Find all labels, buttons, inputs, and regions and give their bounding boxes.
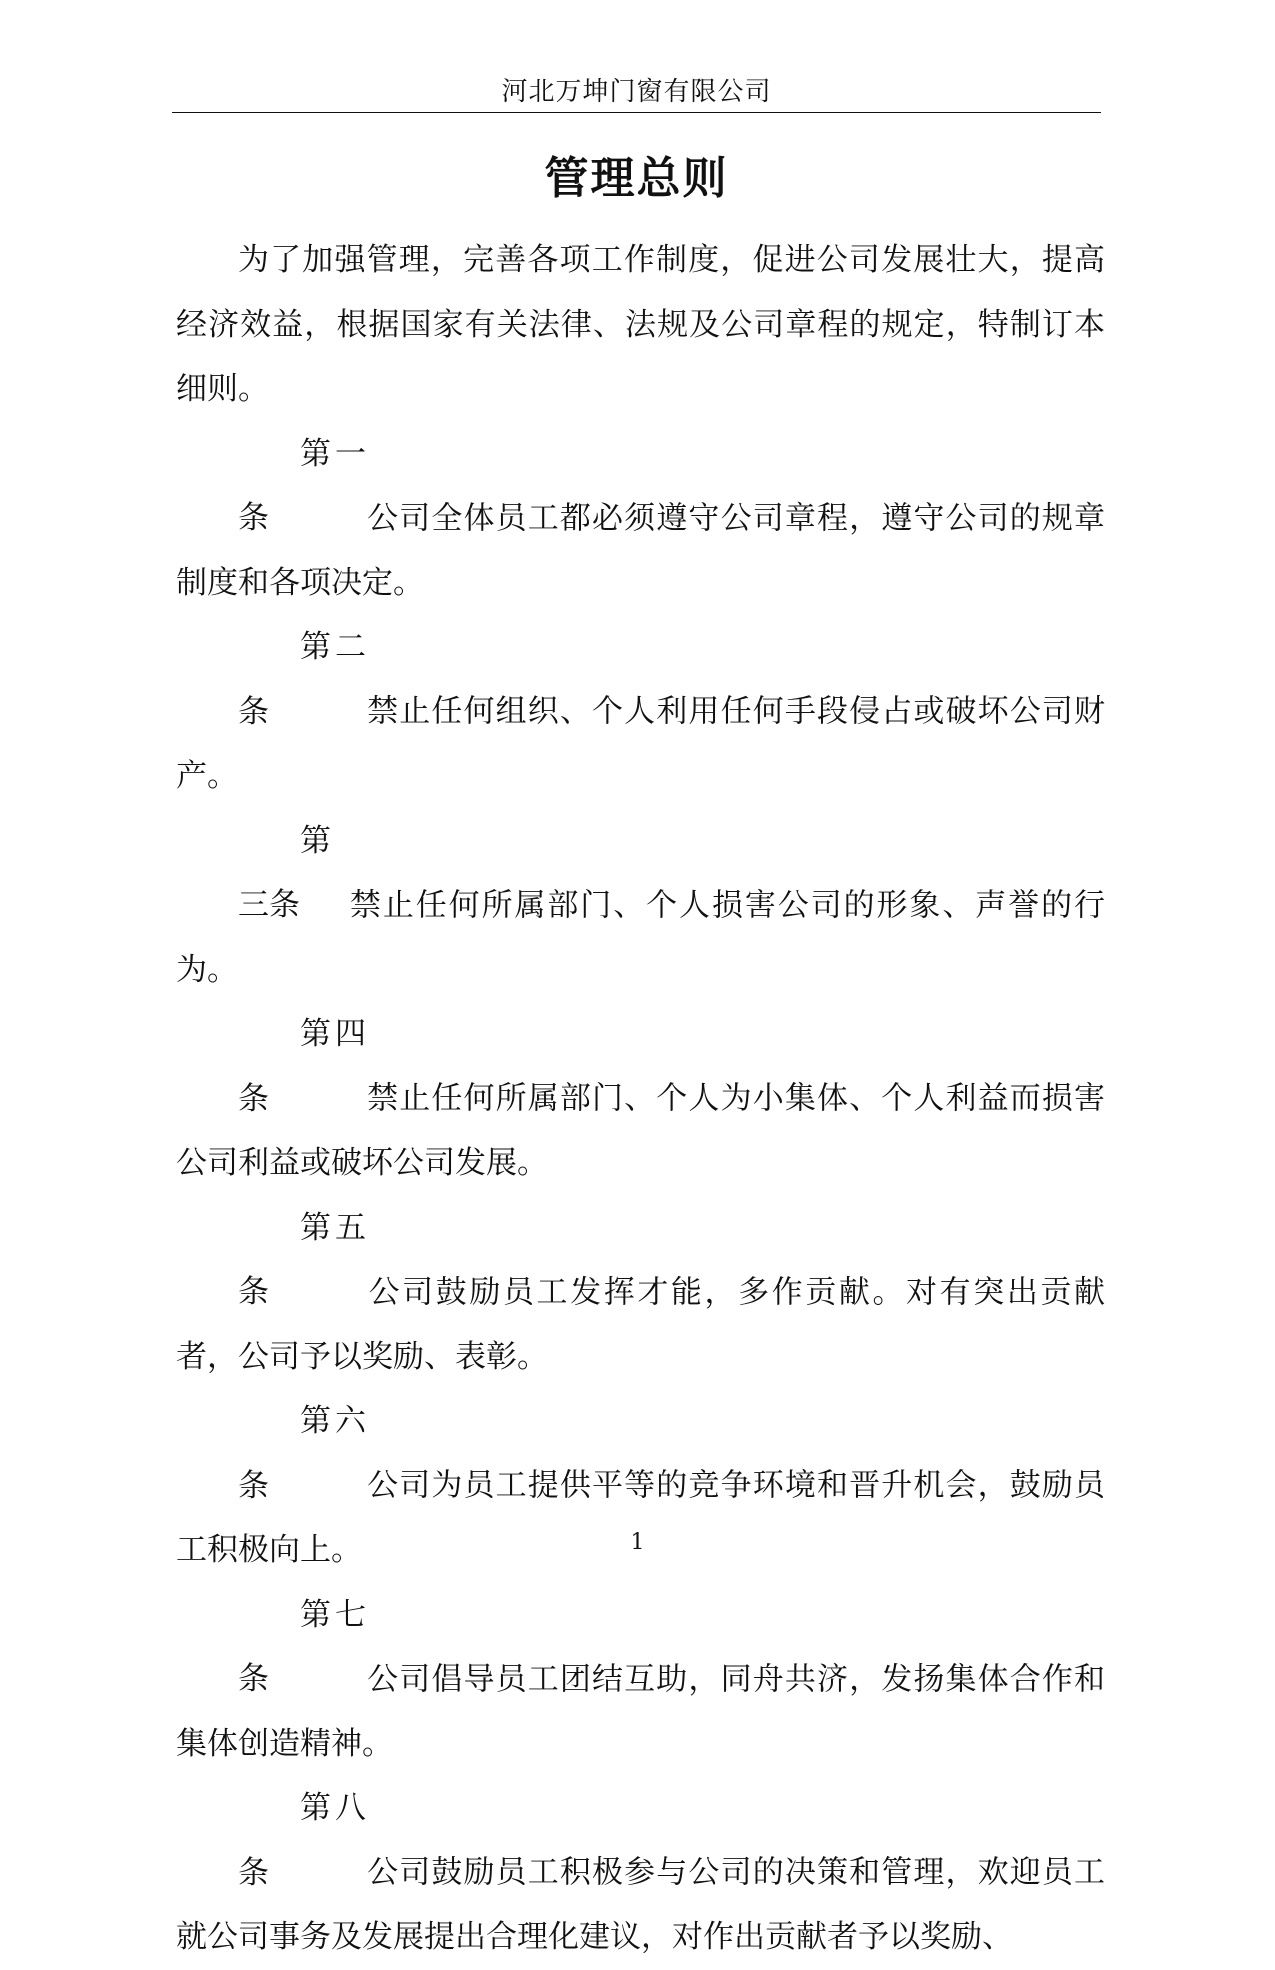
article-label: 第八条 — [238, 1790, 366, 1891]
header-divider — [172, 112, 1101, 113]
article-paragraph — [176, 1196, 1105, 1390]
article-text: 禁止任何所属部门、个人为小集体、个人利益而损害公司利益或破坏公司发展。 — [176, 1080, 1105, 1181]
article-text: 禁止任何组织、个人利用任何手段侵占或破坏公司财产。 — [176, 693, 1105, 794]
article-text: 公司全体员工都必须遵守公司章程，遵守公司的规章制度和各项决定。 — [176, 500, 1105, 601]
article-paragraph — [176, 1002, 1105, 1196]
article-label: 第七条 — [238, 1596, 366, 1697]
article-label: 第四条 — [238, 1016, 366, 1117]
article-paragraph — [176, 615, 1105, 809]
article-label: 第一条 — [238, 435, 366, 536]
article-label: 第六条 — [238, 1403, 366, 1504]
page-number: 1 — [630, 1530, 645, 1555]
article-paragraph — [176, 422, 1105, 616]
page-title: 管理总则 — [544, 153, 729, 204]
article-paragraph — [176, 1583, 1105, 1777]
document-body — [176, 228, 1105, 1970]
article-paragraph — [176, 809, 1105, 1003]
article-label: 第二条 — [238, 629, 366, 730]
running-header-company: 河北万坤门窗有限公司 — [501, 77, 772, 107]
preamble-paragraph: 为了加强管理，完善各项工作制度，促进公司发展壮大，提高经济效益，根据国家有关法律、法规及公司章程的规定，特制订本细则。 — [176, 242, 1105, 407]
article-label: 第三条 — [238, 822, 331, 923]
article-paragraph — [176, 1776, 1105, 1970]
article-text: 公司鼓励员工发挥才能，多作贡献。对有突出贡献者，公司予以奖励、表彰。 — [176, 1274, 1105, 1375]
article-text: 禁止任何所属部门、个人损害公司的形象、声誉的行为。 — [176, 887, 1105, 988]
article-label: 第五条 — [238, 1209, 366, 1310]
article-text: 公司为员工提供平等的竞争环境和晋升机会，鼓励员工积极向上。 — [176, 1467, 1105, 1568]
article-text: 公司倡导员工团结互助，同舟共济，发扬集体合作和集体创造精神。 — [176, 1661, 1105, 1762]
article-text: 公司鼓励员工积极参与公司的决策和管理，欢迎员工就公司事务及发展提出合理化建议，对作出贡献者予以奖励、 — [176, 1854, 1105, 1955]
